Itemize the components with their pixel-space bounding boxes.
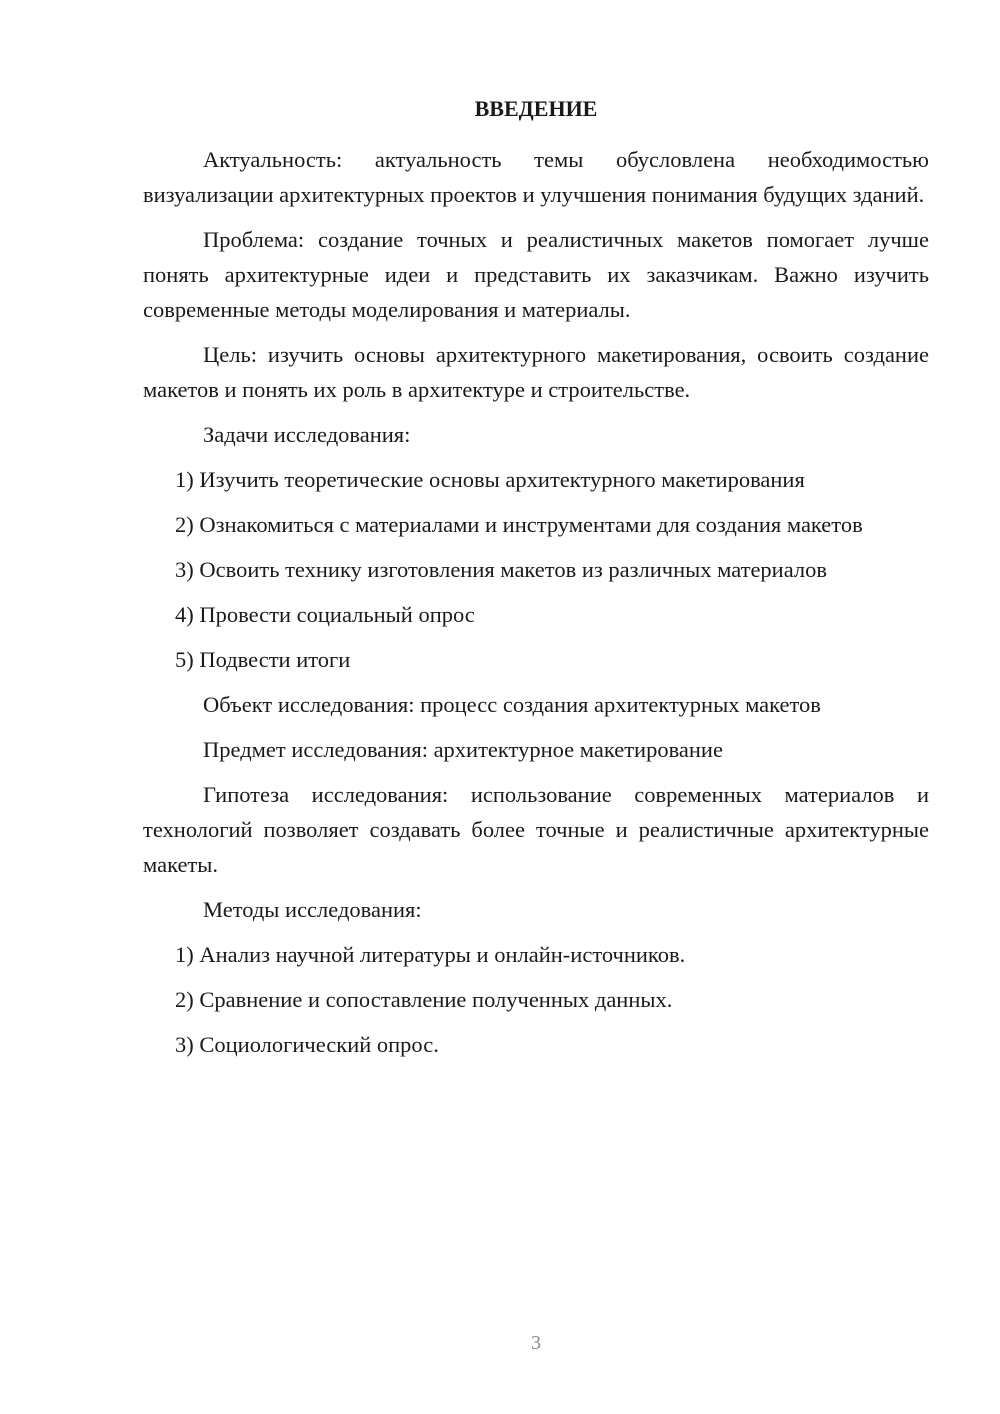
paragraph-goal: Цель: изучить основы архитектурного макетирования, освоить создание макетов и понять их роль в архитектуре и строительстве. <box>143 342 929 402</box>
tasks-list <box>143 462 929 677</box>
list-item: 3) Социологический опрос. <box>175 1032 439 1057</box>
list-item: 1) Изучить теоретические основы архитектурного макетирования <box>175 467 805 492</box>
list-item: 1) Анализ научной литературы и онлайн-источников. <box>175 942 686 967</box>
page-body <box>143 90 929 1072</box>
paragraph-object: Объект исследования: процесс создания архитектурных макетов <box>203 692 821 717</box>
tasks-heading: Задачи исследования: <box>203 422 411 447</box>
list-item: 5) Подвести итоги <box>175 647 351 672</box>
paragraph-hypothesis: Гипотеза исследования: использование современных материалов и технологий позволяет создавать более точные и реалистичные архитектурные макеты. <box>143 782 929 877</box>
paragraph-subject: Предмет исследования: архитектурное макетирование <box>203 737 723 762</box>
page-number: 3 <box>531 1332 541 1354</box>
list-item: 2) Ознакомиться с материалами и инструментами для создания макетов <box>175 512 863 537</box>
methods-list <box>143 937 929 1062</box>
paragraph-relevance: Актуальность: актуальность темы обусловлена необходимостью визуализации архитектурных проектов и улучшения понимания будущих зданий. <box>143 147 929 207</box>
list-item: 2) Сравнение и сопоставление полученных данных. <box>175 987 673 1012</box>
paragraph-problem: Проблема: создание точных и реалистичных макетов помогает лучше понять архитектурные идеи и представить их заказчикам. Важно изучить современные методы моделирования и материалы. <box>143 227 929 322</box>
list-item: 4) Провести социальный опрос <box>175 602 475 627</box>
list-item: 3) Освоить технику изготовления макетов из различных материалов <box>175 557 828 582</box>
methods-heading: Методы исследования: <box>203 897 422 922</box>
page-title: ВВЕДЕНИЕ <box>474 96 598 121</box>
